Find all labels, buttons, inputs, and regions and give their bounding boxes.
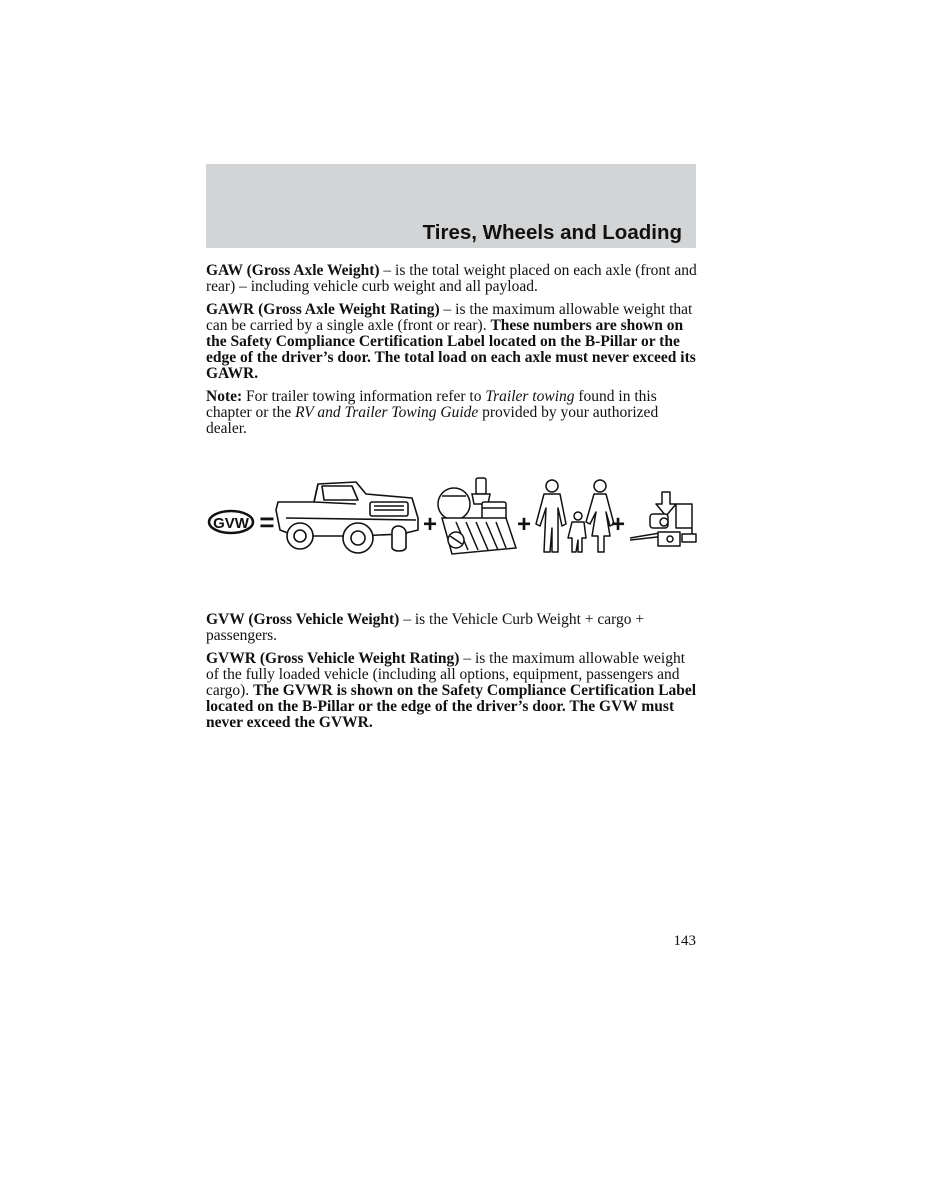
cargo-icon	[438, 478, 516, 554]
page-number: 143	[673, 933, 696, 949]
section-title: Tires, Wheels and Loading	[422, 221, 682, 244]
equals-sign: =	[259, 507, 275, 537]
note-label: Note:	[206, 388, 243, 405]
gaw-term: GAW (Gross Axle Weight)	[206, 262, 380, 279]
gawr-paragraph	[206, 302, 698, 382]
note-text: provided by your authorized dealer.	[206, 404, 659, 437]
gvwr-term: GVWR (Gross Vehicle Weight Rating)	[206, 650, 460, 667]
note-paragraph	[206, 389, 698, 437]
trailer-hitch-icon	[630, 492, 696, 546]
gvw-illustration	[206, 474, 698, 564]
gvw-badge-label: GVW	[213, 515, 249, 532]
gaw-definition: – is the total weight placed on each axle (front and rear) – including vehicle curb weight and all payload.	[206, 262, 697, 295]
plus-sign: +	[516, 511, 532, 538]
trailer-towing-reference: Trailer towing	[485, 388, 575, 405]
pickup-truck-icon	[276, 482, 418, 553]
gvw-badge	[209, 511, 253, 533]
towing-guide-reference: RV and Trailer Towing Guide	[295, 404, 479, 421]
gawr-term: GAWR (Gross Axle Weight Rating)	[206, 301, 440, 318]
gvwr-definition: – is the maximum allowable weight of the fully loaded vehicle (including all options, equipment, passengers and cargo).	[206, 650, 686, 699]
gawr-definition: – is the maximum allowable weight that can be carried by a single axle (front or rear).	[206, 301, 693, 334]
note-text: For trailer towing information refer to	[242, 388, 486, 405]
section-header	[206, 164, 696, 248]
gvwr-warning: The GVWR is shown on the Safety Compliance Certification Label located on the B-Pillar or the edge of the driver’s door. The GVW must never exceed the GVWR.	[206, 682, 697, 731]
plus-sign: +	[610, 511, 626, 538]
gaw-paragraph	[206, 263, 698, 295]
gvw-term: GVW (Gross Vehicle Weight)	[206, 611, 400, 628]
note-text: found in this chapter or the	[206, 388, 657, 421]
plus-sign: +	[422, 511, 438, 538]
gvw-paragraph	[206, 612, 698, 644]
gvw-definition: – is the Vehicle Curb Weight + cargo + passengers.	[206, 611, 645, 644]
passengers-icon	[536, 480, 614, 552]
gawr-warning: These numbers are shown on the Safety Compliance Certification Label located on the B-Pillar or the edge of the driver’s door. The total load on each axle must never exceed its GAWR.	[206, 317, 696, 382]
gvwr-paragraph	[206, 651, 698, 731]
